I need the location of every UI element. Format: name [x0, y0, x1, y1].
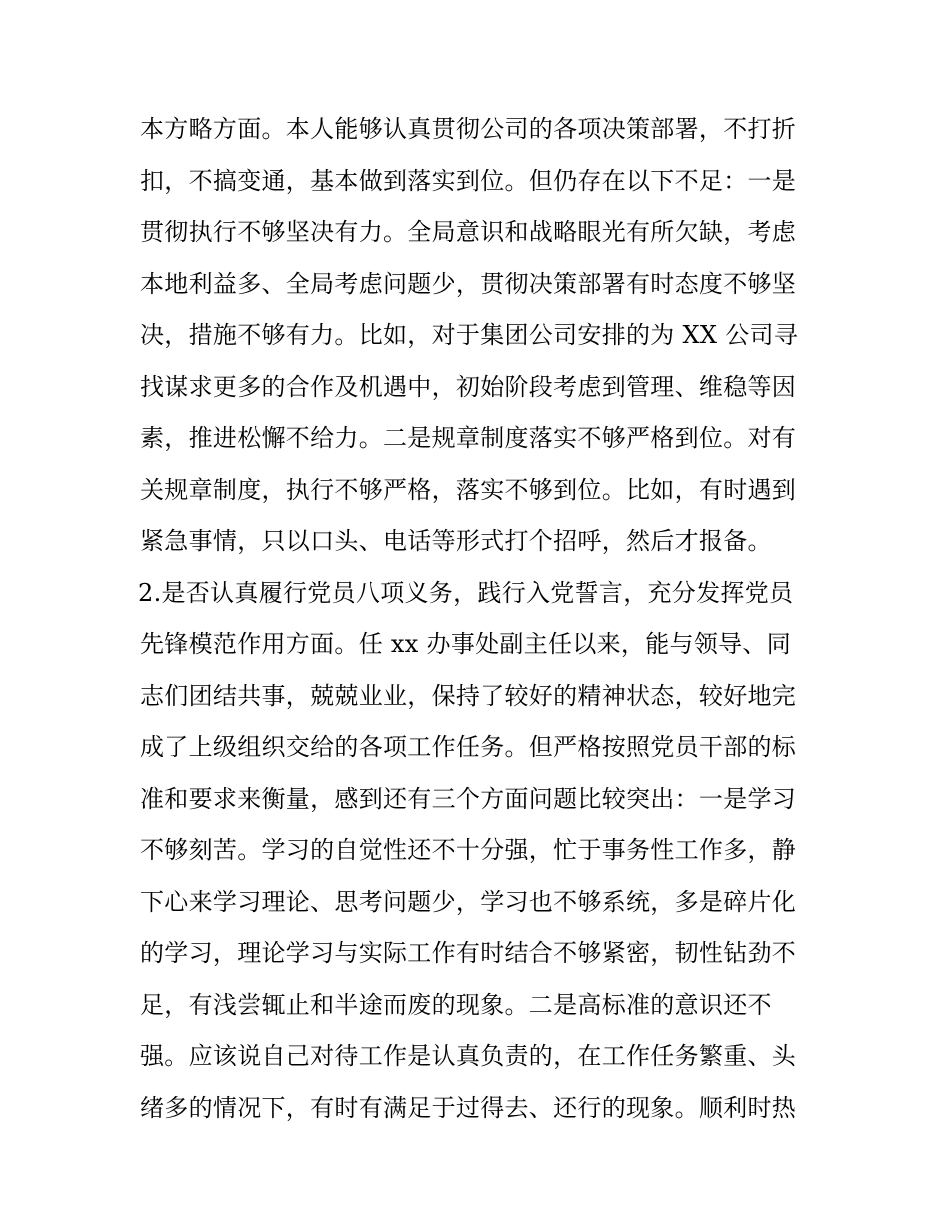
text-line: 素，推进松懈不给力。二是规章制度落实不够严格到位。对有 [140, 424, 797, 452]
text-line: 成了上级组织交给的各项工作任务。但严格按照党员干部的标 [140, 733, 797, 761]
text-line: 本方略方面。本人能够认真贯彻公司的各项决策部署，不打折 [140, 115, 797, 143]
section-heading-line: 2.是否认真履行党员八项义务，践行入党誓言，充分发挥党员 [138, 578, 794, 607]
text-line: 绪多的情况下，有时有满足于过得去、还行的现象。顺利时热 [140, 1093, 797, 1122]
text-line: 扣，不搞变通，基本做到落实到位。但仍存在以下不足：一是 [140, 166, 797, 195]
text-line: 先锋模范作用方面。任 xx 办事处副主任以来，能与领导、同 [140, 630, 792, 658]
text-line: 的学习，理论学习与实际工作有时结合不够紧密，韧性钻劲不 [140, 939, 797, 967]
text-line: 紧急事情，只以口头、电话等形式打个招呼，然后才报备。 [140, 527, 772, 555]
text-line: 贯彻执行不够坚决有力。全局意识和战略眼光有所欠缺，考虑 [140, 218, 797, 246]
text-line: 找谋求更多的合作及机遇中，初始阶段考虑到管理、维稳等因 [140, 372, 797, 401]
body-text [140, 104, 830, 1134]
text-line: 志们团结共事，兢兢业业，保持了较好的精神状态，较好地完 [140, 681, 797, 710]
text-line: 下心来学习理论、思考问题少，学习也不够系统，多是碎片化 [140, 887, 797, 916]
text-line: 本地利益多、全局考虑问题少，贯彻决策部署有时态度不够坚 [140, 269, 797, 298]
text-line: 不够刻苦。学习的自觉性还不十分强，忙于事务性工作多，静 [140, 836, 797, 864]
text-line: 关规章制度，执行不够严格，落实不够到位。比如，有时遇到 [140, 475, 797, 504]
text-line: 强。应该说自己对待工作是认真负责的，在工作任务繁重、头 [140, 1042, 797, 1070]
text-line: 足，有浅尝辄止和半途而废的现象。二是高标准的意识还不 [140, 990, 772, 1019]
text-line: 准和要求来衡量，感到还有三个方面问题比较突出：一是学习 [140, 784, 797, 813]
text-line: 决，措施不够有力。比如，对于集团公司安排的为 XX 公司寻 [140, 321, 799, 349]
